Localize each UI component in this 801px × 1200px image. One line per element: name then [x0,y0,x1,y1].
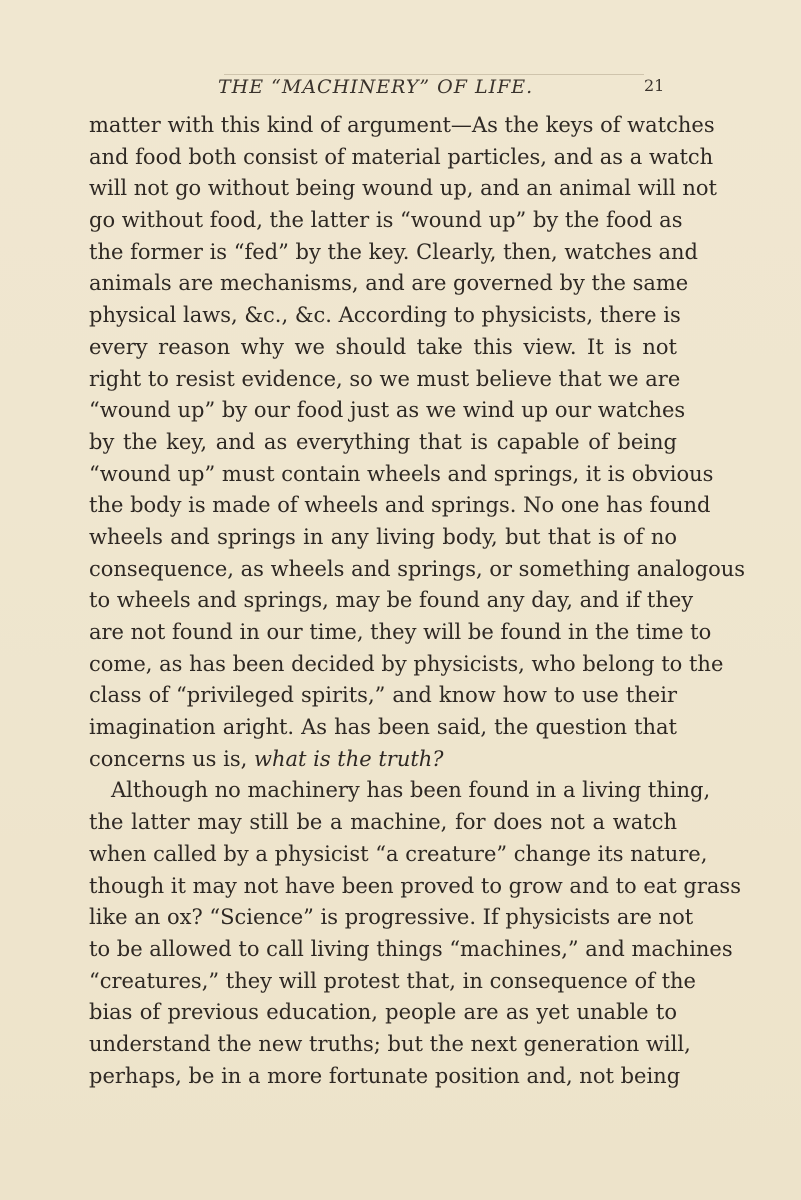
text-line: right to resist evidence, so we must believe that we are [89,366,681,391]
text-line: physical laws, &c., &c. According to physicists, there is [89,303,681,328]
text-line: matter with this kind of argument—As the keys of watches [89,113,715,137]
text-line: will not go without being wound up, and an animal will not [89,176,717,201]
body-text [89,110,746,1092]
text-line: go without food, the latter is “wound up” by the food as [89,208,683,233]
text-line: when called by a physicist “a creature” change its nature, [89,841,708,866]
text-line: by the key, and as everything that is capable of being [89,429,677,454]
text-line: perhaps, be in a more fortunate position and, not being [89,1063,681,1088]
text-line: bias of previous education, people are as yet unable to [89,1000,677,1025]
text-line: though it may not have been proved to grow and to eat grass [89,873,741,898]
text-line: consequence, as wheels and springs, or something analogous [89,556,746,581]
emphasis-text: what is the truth? [253,746,444,771]
text-line: to be allowed to call living things “machines,” and machines [89,936,733,961]
text-line: “wound up” by our food just as we wind up our watches [89,398,686,423]
text-line: “creatures,” they will protest that, in consequence of the [89,968,696,993]
running-head: THE “MACHINERY” OF LIFE. [218,76,534,98]
text-line: animals are mechanisms, and are governed by the same [89,271,689,296]
text-line: come, as has been decided by physicists, who belong to the [89,651,724,676]
text-line: to wheels and springs, may be found any day, and if they [89,588,694,613]
text-line: “wound up” must contain wheels and springs, it is obvious [89,461,714,486]
page-number: 21 [644,76,665,95]
text-line: wheels and springs in any living body, but that is of no [89,524,677,549]
text-line: every reason why we should take this view. It is not [89,334,677,359]
text-line: class of “privileged spirits,” and know how to use their [89,683,677,708]
text-line: the latter may still be a machine, for does not a watch [89,810,677,835]
text-line: like an ox? “Science” is progressive. If physicists are not [89,905,694,930]
text-line: concerns us is, what is the truth? [89,746,444,771]
text-line: are not found in our time, they will be found in the time to [89,620,712,644]
text-line: Although no machinery has been found in a living thing, [111,778,711,803]
text-line: imagination aright. As has been said, the question that [89,715,677,740]
text-line: and food both consist of material particles, and as a watch [89,144,714,169]
page-header [218,72,665,108]
text-line: the former is “fed” by the key. Clearly, then, watches and [89,239,698,264]
text-line: understand the new truths; but the next generation will, [89,1031,691,1056]
text-line: the body is made of wheels and springs. No one has found [89,493,711,518]
